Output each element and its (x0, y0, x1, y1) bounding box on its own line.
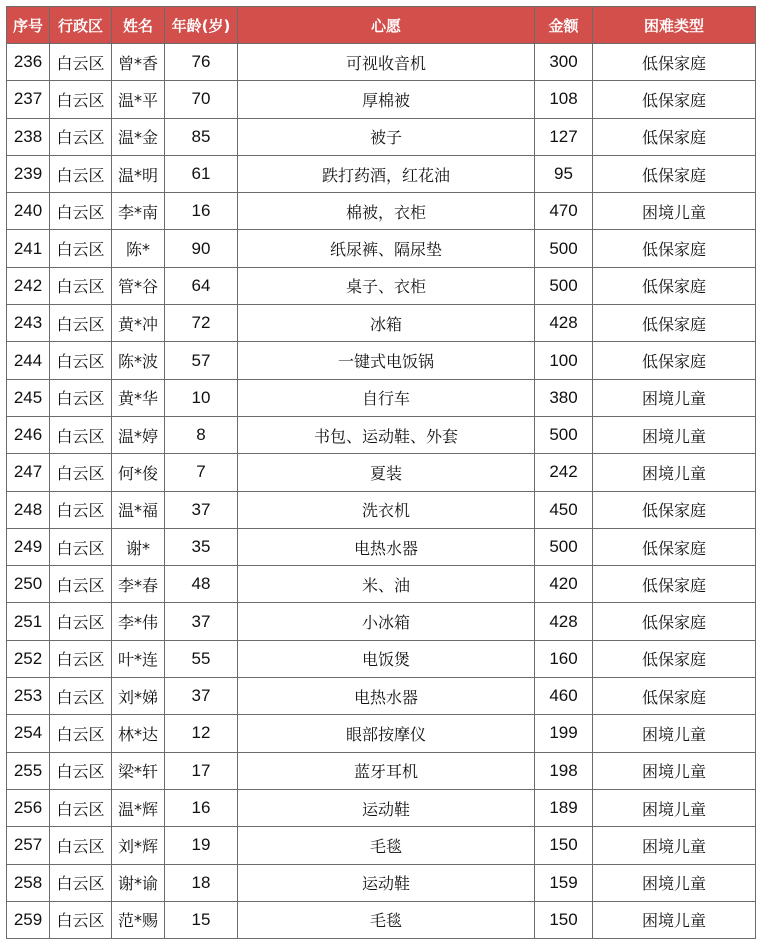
cell-district[interactable]: 白云区 (50, 342, 112, 379)
cell-amount[interactable]: 428 (535, 305, 593, 342)
cell-name[interactable]: 谢*谕 (112, 864, 165, 901)
cell-no[interactable]: 249 (7, 528, 50, 565)
table-row (7, 454, 756, 491)
cell-name[interactable]: 刘*娣 (112, 678, 165, 715)
cell-type[interactable]: 低保家庭 (593, 678, 756, 715)
cell-no[interactable]: 236 (7, 44, 50, 81)
cell-type[interactable]: 困境儿童 (593, 193, 756, 230)
table-row (7, 305, 756, 342)
cell-amount[interactable]: 300 (535, 44, 593, 81)
cell-name[interactable]: 范*赐 (112, 901, 165, 938)
cell-age[interactable]: 7 (165, 454, 238, 491)
cell-amount[interactable]: 159 (535, 864, 593, 901)
header-name[interactable]: 姓名 (112, 7, 165, 44)
cell-amount[interactable]: 428 (535, 603, 593, 640)
cell-name[interactable]: 管*谷 (112, 267, 165, 304)
table-row (7, 752, 756, 789)
cell-no[interactable]: 248 (7, 491, 50, 528)
cell-no[interactable]: 252 (7, 640, 50, 677)
cell-type[interactable]: 低保家庭 (593, 118, 756, 155)
cell-wish[interactable]: 跌打药酒，红花油 (238, 155, 535, 192)
cell-age[interactable]: 37 (165, 491, 238, 528)
cell-type[interactable]: 低保家庭 (593, 230, 756, 267)
cell-district[interactable]: 白云区 (50, 118, 112, 155)
cell-district[interactable]: 白云区 (50, 528, 112, 565)
cell-age[interactable]: 55 (165, 640, 238, 677)
table-row (7, 528, 756, 565)
cell-age[interactable]: 76 (165, 44, 238, 81)
cell-wish[interactable]: 毛毯 (238, 827, 535, 864)
cell-name[interactable]: 黄*华 (112, 379, 165, 416)
cell-district[interactable]: 白云区 (50, 267, 112, 304)
table-row (7, 491, 756, 528)
cell-district[interactable]: 白云区 (50, 827, 112, 864)
table-row (7, 81, 756, 118)
cell-district[interactable]: 白云区 (50, 752, 112, 789)
cell-wish[interactable]: 电热水器 (238, 528, 535, 565)
cell-wish[interactable]: 自行车 (238, 379, 535, 416)
cell-amount[interactable]: 108 (535, 81, 593, 118)
cell-name[interactable]: 何*俊 (112, 454, 165, 491)
cell-age[interactable]: 85 (165, 118, 238, 155)
cell-amount[interactable]: 500 (535, 267, 593, 304)
cell-amount[interactable]: 470 (535, 193, 593, 230)
cell-wish[interactable]: 运动鞋 (238, 864, 535, 901)
cell-age[interactable]: 57 (165, 342, 238, 379)
cell-name[interactable]: 林*达 (112, 715, 165, 752)
cell-age[interactable]: 16 (165, 193, 238, 230)
cell-wish[interactable]: 蓝牙耳机 (238, 752, 535, 789)
cell-type[interactable]: 低保家庭 (593, 267, 756, 304)
cell-wish[interactable]: 书包、运动鞋、外套 (238, 416, 535, 453)
cell-name[interactable]: 李*南 (112, 193, 165, 230)
cell-amount[interactable]: 189 (535, 789, 593, 826)
cell-name[interactable]: 黄*冲 (112, 305, 165, 342)
cell-wish[interactable]: 棉被，衣柜 (238, 193, 535, 230)
header-wish[interactable]: 心愿 (238, 7, 535, 44)
cell-district[interactable]: 白云区 (50, 678, 112, 715)
cell-no[interactable]: 242 (7, 267, 50, 304)
header-age[interactable]: 年龄(岁) (165, 7, 238, 44)
cell-no[interactable]: 241 (7, 230, 50, 267)
cell-wish[interactable]: 夏装 (238, 454, 535, 491)
table-row (7, 416, 756, 453)
cell-type[interactable]: 低保家庭 (593, 342, 756, 379)
cell-amount[interactable]: 127 (535, 118, 593, 155)
cell-type[interactable]: 困境儿童 (593, 901, 756, 938)
cell-district[interactable]: 白云区 (50, 715, 112, 752)
cell-age[interactable]: 61 (165, 155, 238, 192)
cell-name[interactable]: 温*婷 (112, 416, 165, 453)
cell-district[interactable]: 白云区 (50, 305, 112, 342)
header-row (7, 7, 756, 44)
cell-amount[interactable]: 450 (535, 491, 593, 528)
table-row (7, 267, 756, 304)
cell-type[interactable]: 困境儿童 (593, 715, 756, 752)
cell-type[interactable]: 低保家庭 (593, 155, 756, 192)
table-body (7, 44, 756, 939)
cell-no[interactable]: 254 (7, 715, 50, 752)
cell-district[interactable]: 白云区 (50, 416, 112, 453)
cell-amount[interactable]: 500 (535, 528, 593, 565)
cell-amount[interactable]: 242 (535, 454, 593, 491)
cell-district[interactable]: 白云区 (50, 603, 112, 640)
cell-type[interactable]: 困境儿童 (593, 827, 756, 864)
cell-amount[interactable]: 160 (535, 640, 593, 677)
cell-no[interactable]: 256 (7, 789, 50, 826)
cell-name[interactable]: 温*金 (112, 118, 165, 155)
cell-amount[interactable]: 95 (535, 155, 593, 192)
cell-amount[interactable]: 198 (535, 752, 593, 789)
cell-wish[interactable]: 毛毯 (238, 901, 535, 938)
table-row (7, 566, 756, 603)
cell-age[interactable]: 17 (165, 752, 238, 789)
cell-amount[interactable]: 380 (535, 379, 593, 416)
cell-age[interactable]: 18 (165, 864, 238, 901)
cell-amount[interactable]: 150 (535, 901, 593, 938)
cell-wish[interactable]: 可视收音机 (238, 44, 535, 81)
cell-district[interactable]: 白云区 (50, 901, 112, 938)
table-row (7, 789, 756, 826)
table-row (7, 193, 756, 230)
cell-type[interactable]: 低保家庭 (593, 566, 756, 603)
cell-type[interactable]: 低保家庭 (593, 44, 756, 81)
table-row (7, 44, 756, 81)
cell-age[interactable]: 37 (165, 603, 238, 640)
cell-age[interactable]: 16 (165, 789, 238, 826)
cell-district[interactable]: 白云区 (50, 640, 112, 677)
cell-age[interactable]: 15 (165, 901, 238, 938)
cell-amount[interactable]: 150 (535, 827, 593, 864)
cell-name[interactable]: 温*辉 (112, 789, 165, 826)
cell-wish[interactable]: 被子 (238, 118, 535, 155)
header-no[interactable]: 序号 (7, 7, 50, 44)
cell-name[interactable]: 温*平 (112, 81, 165, 118)
cell-type[interactable]: 困境儿童 (593, 379, 756, 416)
cell-district[interactable]: 白云区 (50, 193, 112, 230)
cell-wish[interactable]: 冰箱 (238, 305, 535, 342)
cell-no[interactable]: 247 (7, 454, 50, 491)
table-row (7, 678, 756, 715)
cell-type[interactable]: 困境儿童 (593, 789, 756, 826)
wish-table (6, 6, 756, 939)
cell-no[interactable]: 246 (7, 416, 50, 453)
table-row (7, 379, 756, 416)
cell-district[interactable]: 白云区 (50, 454, 112, 491)
cell-wish[interactable]: 桌子、衣柜 (238, 267, 535, 304)
cell-no[interactable]: 258 (7, 864, 50, 901)
cell-no[interactable]: 250 (7, 566, 50, 603)
cell-type[interactable]: 困境儿童 (593, 454, 756, 491)
cell-no[interactable]: 251 (7, 603, 50, 640)
table-row (7, 864, 756, 901)
cell-district[interactable]: 白云区 (50, 155, 112, 192)
cell-wish[interactable]: 厚棉被 (238, 81, 535, 118)
cell-type[interactable]: 困境儿童 (593, 864, 756, 901)
cell-no[interactable]: 245 (7, 379, 50, 416)
cell-district[interactable]: 白云区 (50, 44, 112, 81)
cell-no[interactable]: 253 (7, 678, 50, 715)
cell-amount[interactable]: 199 (535, 715, 593, 752)
table-row (7, 230, 756, 267)
cell-wish[interactable]: 电热水器 (238, 678, 535, 715)
cell-district[interactable]: 白云区 (50, 81, 112, 118)
table-row (7, 715, 756, 752)
cell-no[interactable]: 240 (7, 193, 50, 230)
cell-district[interactable]: 白云区 (50, 491, 112, 528)
cell-district[interactable]: 白云区 (50, 379, 112, 416)
cell-no[interactable]: 259 (7, 901, 50, 938)
cell-age[interactable]: 64 (165, 267, 238, 304)
cell-name[interactable]: 温*福 (112, 491, 165, 528)
cell-age[interactable]: 35 (165, 528, 238, 565)
cell-name[interactable]: 曾*香 (112, 44, 165, 81)
cell-wish[interactable]: 一键式电饭锅 (238, 342, 535, 379)
cell-age[interactable]: 90 (165, 230, 238, 267)
header-district[interactable]: 行政区 (50, 7, 112, 44)
table-row (7, 118, 756, 155)
cell-age[interactable]: 10 (165, 379, 238, 416)
cell-type[interactable]: 困境儿童 (593, 416, 756, 453)
table-row (7, 342, 756, 379)
cell-no[interactable]: 239 (7, 155, 50, 192)
cell-name[interactable]: 李*春 (112, 566, 165, 603)
cell-no[interactable]: 255 (7, 752, 50, 789)
cell-age[interactable]: 8 (165, 416, 238, 453)
cell-age[interactable]: 37 (165, 678, 238, 715)
cell-no[interactable]: 238 (7, 118, 50, 155)
cell-name[interactable]: 谢* (112, 528, 165, 565)
cell-name[interactable]: 陈*波 (112, 342, 165, 379)
cell-wish[interactable]: 电饭煲 (238, 640, 535, 677)
table-header (7, 7, 756, 44)
cell-amount[interactable]: 500 (535, 416, 593, 453)
cell-amount[interactable]: 500 (535, 230, 593, 267)
header-type[interactable]: 困难类型 (593, 7, 756, 44)
cell-name[interactable]: 陈* (112, 230, 165, 267)
header-amount[interactable]: 金额 (535, 7, 593, 44)
cell-age[interactable]: 19 (165, 827, 238, 864)
cell-wish[interactable]: 米、油 (238, 566, 535, 603)
cell-type[interactable]: 困境儿童 (593, 752, 756, 789)
cell-age[interactable]: 72 (165, 305, 238, 342)
cell-type[interactable]: 低保家庭 (593, 528, 756, 565)
cell-wish[interactable]: 运动鞋 (238, 789, 535, 826)
cell-name[interactable]: 温*明 (112, 155, 165, 192)
cell-type[interactable]: 低保家庭 (593, 491, 756, 528)
cell-district[interactable]: 白云区 (50, 230, 112, 267)
cell-type[interactable]: 低保家庭 (593, 640, 756, 677)
cell-wish[interactable]: 眼部按摩仪 (238, 715, 535, 752)
cell-amount[interactable]: 460 (535, 678, 593, 715)
cell-no[interactable]: 237 (7, 81, 50, 118)
cell-no[interactable]: 243 (7, 305, 50, 342)
cell-district[interactable]: 白云区 (50, 566, 112, 603)
cell-name[interactable]: 李*伟 (112, 603, 165, 640)
cell-name[interactable]: 叶*连 (112, 640, 165, 677)
table-row (7, 603, 756, 640)
cell-type[interactable]: 低保家庭 (593, 305, 756, 342)
table-row (7, 155, 756, 192)
cell-wish[interactable]: 小冰箱 (238, 603, 535, 640)
table-row (7, 901, 756, 938)
cell-no[interactable]: 257 (7, 827, 50, 864)
cell-amount[interactable]: 100 (535, 342, 593, 379)
cell-type[interactable]: 低保家庭 (593, 603, 756, 640)
cell-wish[interactable]: 洗衣机 (238, 491, 535, 528)
cell-district[interactable]: 白云区 (50, 864, 112, 901)
cell-name[interactable]: 梁*轩 (112, 752, 165, 789)
cell-age[interactable]: 48 (165, 566, 238, 603)
cell-no[interactable]: 244 (7, 342, 50, 379)
cell-wish[interactable]: 纸尿裤、隔尿垫 (238, 230, 535, 267)
cell-name[interactable]: 刘*辉 (112, 827, 165, 864)
wish-list-sheet (6, 6, 755, 939)
cell-district[interactable]: 白云区 (50, 789, 112, 826)
cell-type[interactable]: 低保家庭 (593, 81, 756, 118)
cell-age[interactable]: 12 (165, 715, 238, 752)
table-row (7, 827, 756, 864)
cell-age[interactable]: 70 (165, 81, 238, 118)
table-row (7, 640, 756, 677)
cell-amount[interactable]: 420 (535, 566, 593, 603)
